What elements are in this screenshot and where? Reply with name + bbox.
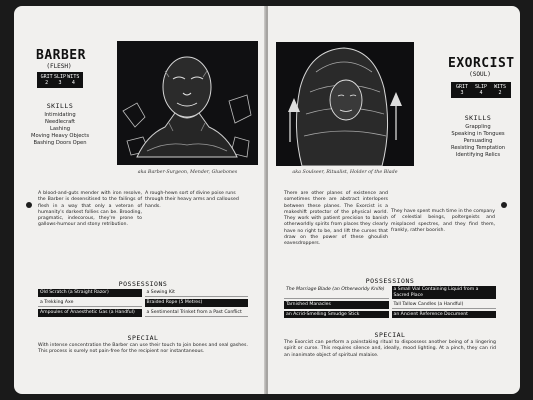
stat-value: 4 [71,80,75,86]
possessions-heading: POSSESSIONS [118,280,168,288]
class-title: EXORCIST [448,56,515,71]
special-heading: SPECIAL [374,331,406,339]
barber-illustration [117,41,258,165]
intro-text: A blood-and-guts mender with iron resolve, the Barber is desensitised to the failings of flesh in a way that only a veteran of humanity's darkest follies can be. Brooding, pragmatic, indecorous, they're prone to gallows-humour and stony retribution. [38,191,142,228]
skill-item: Bashing Doors Open [33,140,87,146]
stats-box [37,72,83,88]
possessions-heading: POSSESSIONS [365,277,415,285]
special-heading: SPECIAL [127,334,159,342]
page-marker-dot [501,202,507,208]
stat-value: 2 [498,90,502,96]
skill-item: Identifying Relics [455,152,501,158]
skill-item: Intimidating [44,112,76,118]
stat-label: WITS [493,84,507,90]
possession-item: a Sentimental Trinket from a Past Conflict [145,309,249,317]
portrait-caption: aka Barber-Surgeon, Mender, Gluebones [137,170,238,175]
possessions-grid [38,289,248,317]
possession-item: a Small Vial Containing Liquid from a Sacred Place [392,286,497,299]
skill-item: Resisting Temptation [450,145,506,151]
skills-list [440,124,516,159]
left-page [14,6,266,394]
special-text: The Exorcist can perform a painstaking ritual to dispossess another being of a lingering spirit or curse. This requires silence and, ideally, mood lighting. At a pinch, they can rid an inanimate object of spiritual malaise. [284,340,496,358]
stat-value: 2 [45,80,49,86]
skill-item: Persuading [463,138,493,144]
class-subtitle: (FLESH) [46,63,72,70]
stats-box [451,82,511,98]
stat-label: GRIT [455,84,469,90]
possession-item: an Ancient Reference Document [392,311,497,318]
possession-item: The Marriage Blade (an Otherworldy Knife) [284,286,389,299]
possession-item: an Acrid-Smelling Smudge Stick [284,311,389,318]
skill-item: Speaking in Tongues [451,131,505,137]
possession-item: Tall Tallow Candles (a Handful) [392,301,497,309]
class-subtitle: (SOUL) [469,71,491,78]
stat-label: GRIT [40,74,53,80]
possessions-grid [284,286,496,318]
stats-values [40,80,80,86]
class-title: BARBER [36,48,86,63]
stat-label: WITS [67,74,80,80]
skill-item: Lashing [49,126,71,132]
special-text: With intense concentration the Barber can use their touch to join bones and seal gashes. This process is surely not pain-free for the recipient nor instantaneous. [38,343,248,355]
portrait-caption: aka Soulseer, Ritualist, Holder of the Blade [292,170,398,175]
possession-item: Tarnished Manacles [284,301,389,309]
exorcist-illustration [276,42,414,166]
skill-item: Grappling [465,124,491,130]
exorcist-portrait [276,42,414,166]
possession-item: Ampoules of Anaesthetic Gas (a Handful) [38,309,142,317]
intro-text: There are other planes of existence and sometimes there are abstract interlopers between these planes. The Exorcist is a makeshift protector of the physical world. They work with patient precision to banish otherworldly spirits from places they clearly have no right to be, and lift the curses that draw on the power of these ghoulish eavesdroppers. [284,191,388,247]
possession-item: a Trekking Axe [38,299,142,307]
barber-portrait [117,41,258,165]
stat-label: SLIP [474,84,488,90]
skill-item: Needlecraft [44,119,76,125]
possession-item: a Sewing Kit [145,289,249,297]
possession-item: Braided Rope (5 Metres) [145,299,249,307]
stats-values [454,90,508,96]
page-marker-dot [26,202,32,208]
skills-heading: SKILLS [46,102,74,110]
open-booklet [14,6,520,394]
skills-heading: SKILLS [464,114,492,122]
possession-item: Old Scratch (a Straight Razor) [38,289,142,297]
skill-item: Moving Heavy Objects [30,133,90,139]
stat-label: SLIP [53,74,67,80]
intro-text-2: A rough-hewn sort of divine poise runs through their heavy arms and calloused hands. [145,191,239,209]
right-page [268,6,520,394]
stat-value: 4 [479,90,483,96]
stat-value: 3 [58,80,62,86]
skills-list [24,112,96,147]
intro-text-2: They have spent much time in the company of celestial beings, poltergeists and misplaced spectres, and they find them, frankly, rather boorish. [391,209,495,233]
stat-value: 3 [460,90,464,96]
